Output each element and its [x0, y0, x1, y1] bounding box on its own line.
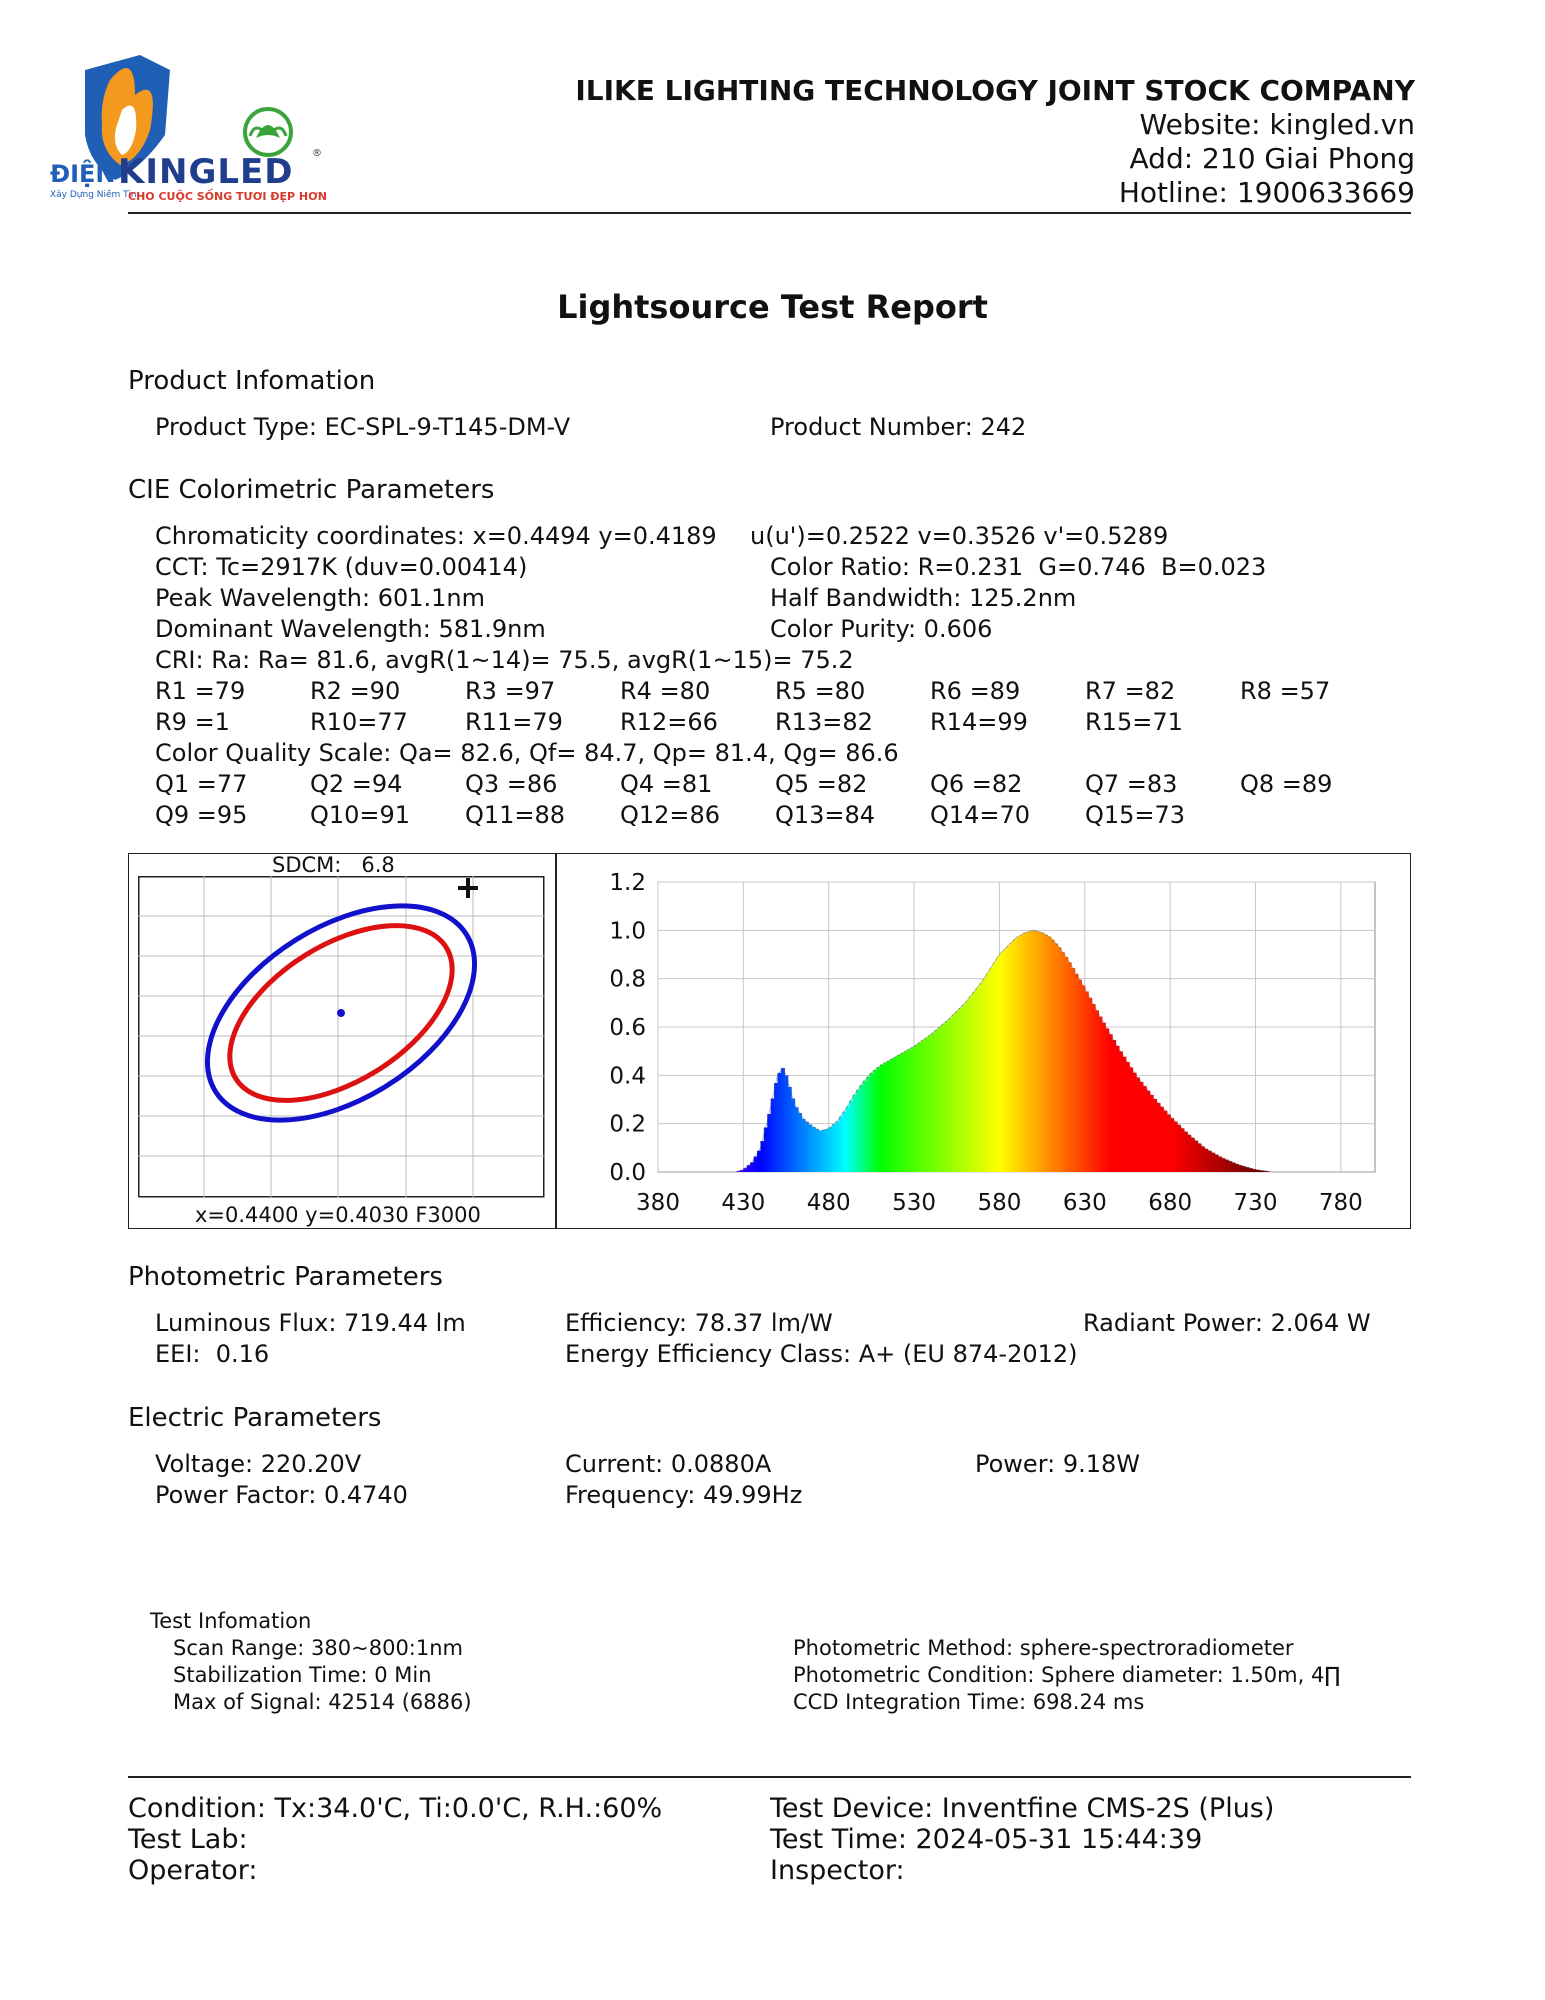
spectrum-bar	[972, 992, 976, 1172]
eei: EEI: 0.16	[155, 1340, 270, 1368]
ccd-integration-time: CCD Integration Time: 698.24 ms	[793, 1690, 1145, 1714]
q-value: Q13=84	[775, 801, 876, 829]
spectrum-bar	[866, 1077, 870, 1172]
spectrum-bar	[805, 1122, 809, 1172]
q-value: Q9 =95	[155, 801, 248, 829]
spectrum-bar	[976, 988, 980, 1172]
spectrum-bar	[938, 1027, 942, 1172]
footer-rule	[128, 1776, 1411, 1778]
spectrum-bar	[812, 1127, 816, 1172]
spectrum-bar	[1088, 998, 1092, 1172]
spectrum-bar	[1102, 1023, 1106, 1172]
spectrum-bar	[897, 1055, 901, 1172]
condition: Condition: Tx:34.0'C, Ti:0.0'C, R.H.:60%	[128, 1793, 663, 1824]
spectrum-bar	[1119, 1051, 1123, 1172]
spectrum-bar	[798, 1113, 802, 1172]
spectrum-bar	[1098, 1017, 1102, 1172]
spectrum-bar	[856, 1090, 860, 1172]
spectrum-bar	[1044, 935, 1048, 1172]
cie-chromaticity: Chromaticity coordinates: x=0.4494 y=0.4189	[155, 522, 717, 550]
r-value: R15=71	[1085, 708, 1183, 736]
x-tick-label: 380	[636, 1190, 680, 1216]
q-value: Q6 =82	[930, 770, 1023, 798]
test-device: Test Device: Inventfine CMS-2S (Plus)	[770, 1793, 1275, 1824]
luminous-flux: Luminous Flux: 719.44 lm	[155, 1309, 466, 1337]
spectrum-bar	[1075, 974, 1079, 1172]
spectrum-bar	[887, 1061, 891, 1172]
r-value: R14=99	[930, 708, 1028, 736]
spectrum-bar	[1139, 1082, 1143, 1172]
spectrum-bar	[941, 1024, 945, 1172]
cie-uv: u(u')=0.2522 v=0.3526 v'=0.5289	[750, 522, 1169, 550]
efficiency: Efficiency: 78.37 lm/W	[565, 1309, 833, 1337]
spectrum-bar	[917, 1043, 921, 1172]
spectrum-bar	[1013, 939, 1017, 1172]
spectrum-bar	[1194, 1141, 1198, 1172]
chart-divider	[555, 853, 557, 1229]
logo-brand-left: ĐIỆN	[50, 160, 116, 188]
spectrum-bar	[1051, 940, 1055, 1172]
spectrum-bar	[1150, 1095, 1154, 1172]
r-value: R10=77	[310, 708, 408, 736]
spectrum-bar	[986, 973, 990, 1172]
spectrum-bar	[781, 1068, 785, 1172]
spectrum-bar	[894, 1057, 898, 1172]
spectrum-bar	[911, 1047, 915, 1172]
spectrum-bar	[1040, 933, 1044, 1172]
spectrum-bar	[900, 1053, 904, 1172]
r-value: R13=82	[775, 708, 873, 736]
spectrum-bar	[1160, 1107, 1164, 1172]
spectrum-bar	[1122, 1057, 1126, 1172]
spectrum-bar	[969, 996, 973, 1172]
r-value: R2 =90	[310, 677, 401, 705]
spectrum-bar	[873, 1070, 877, 1172]
company-address: Add: 210 Giai Phong	[1129, 142, 1415, 175]
q-value: Q10=91	[310, 801, 411, 829]
spectrum-bar	[846, 1106, 850, 1172]
q-value: Q2 =94	[310, 770, 403, 798]
spectrum-bar	[1133, 1073, 1137, 1172]
spectrum-bar	[1191, 1138, 1195, 1172]
spectrum-bar	[764, 1128, 768, 1172]
y-tick-label: 0.6	[609, 1015, 646, 1041]
sdcm-ellipse-plot	[138, 876, 545, 1198]
power: Power: 9.18W	[975, 1450, 1141, 1478]
spectrum-bar	[757, 1151, 761, 1172]
spectrum-bar	[842, 1112, 846, 1172]
spectrum-chart	[590, 862, 1400, 1222]
spectrum-bar	[825, 1129, 829, 1172]
logo-brand-main: KINGLED	[118, 152, 294, 192]
cie-heading: CIE Colorimetric Parameters	[128, 475, 495, 505]
spectrum-bar	[1170, 1118, 1174, 1172]
product-number: Product Number: 242	[770, 413, 1027, 441]
photometric-heading: Photometric Parameters	[128, 1262, 443, 1292]
y-tick-label: 0.0	[609, 1160, 646, 1186]
spectrum-bar	[1020, 935, 1024, 1172]
current: Current: 0.0880A	[565, 1450, 772, 1478]
spectrum-bar	[931, 1033, 935, 1172]
electric-heading: Electric Parameters	[128, 1403, 382, 1433]
cie-cqs: Color Quality Scale: Qa= 82.6, Qf= 84.7, Qp= 81.4, Qg= 86.6	[155, 739, 899, 767]
spectrum-bar	[1221, 1158, 1225, 1172]
max-signal: Max of Signal: 42514 (6886)	[173, 1690, 472, 1714]
spectrum-bar	[979, 983, 983, 1172]
y-tick-label: 1.0	[609, 918, 646, 945]
q-value: Q14=70	[930, 801, 1031, 829]
spectrum-bar	[839, 1116, 843, 1172]
r-value: R8 =57	[1240, 677, 1331, 705]
test-lab: Test Lab:	[128, 1824, 248, 1855]
spectrum-bar	[1218, 1157, 1222, 1172]
spectrum-bar	[955, 1011, 959, 1172]
spectrum-bar	[1081, 985, 1085, 1172]
spectrum-bar	[1187, 1135, 1191, 1172]
spectrum-bar	[914, 1045, 918, 1172]
company-logo	[40, 40, 340, 210]
y-tick-label: 0.4	[609, 1063, 646, 1090]
spectrum-bar	[1126, 1062, 1130, 1172]
r-value: R11=79	[465, 708, 563, 736]
spectrum-bar	[982, 978, 986, 1172]
spectrum-bar	[1017, 937, 1021, 1172]
q-value: Q8 =89	[1240, 770, 1333, 798]
spectrum-bar	[1105, 1028, 1109, 1172]
spectrum-bar	[935, 1030, 939, 1172]
r-value: R12=66	[620, 708, 718, 736]
spectrum-bar	[1201, 1146, 1205, 1172]
spectrum-bar	[1054, 943, 1058, 1172]
cie-cct: CCT: Tc=2917K (duv=0.00414)	[155, 553, 528, 581]
spectrum-bar	[1136, 1078, 1140, 1172]
spectrum-bar	[1023, 933, 1027, 1172]
logo-tagline-right: CHO CUỘC SỐNG TƯƠI ĐẸP HƠN	[128, 190, 327, 203]
x-tick-label: 680	[1148, 1190, 1193, 1216]
spectrum-bar	[999, 953, 1003, 1172]
scan-range: Scan Range: 380~800:1nm	[173, 1636, 464, 1660]
spectrum-bar	[774, 1083, 778, 1172]
spectrum-bar	[1238, 1165, 1242, 1172]
voltage: Voltage: 220.20V	[155, 1450, 362, 1478]
spectrum-bar	[1215, 1155, 1219, 1172]
sdcm-center-point	[337, 1009, 345, 1017]
cie-color-ratio: Color Ratio: R=0.231 G=0.746 B=0.023	[770, 553, 1267, 581]
spectrum-bar	[1177, 1125, 1181, 1172]
q-value: Q15=73	[1085, 801, 1186, 829]
q-value: Q11=88	[465, 801, 566, 829]
spectrum-bar	[1057, 947, 1061, 1172]
inspector: Inspector:	[770, 1855, 905, 1886]
r-value: R1 =79	[155, 677, 246, 705]
spectrum-bar	[795, 1107, 799, 1172]
r-value: R7 =82	[1085, 677, 1176, 705]
spectrum-bar	[928, 1035, 932, 1172]
cie-dominant: Dominant Wavelength: 581.9nm	[155, 615, 546, 643]
header-rule	[128, 212, 1411, 214]
spectrum-bar	[836, 1121, 840, 1172]
spectrum-bar	[1003, 949, 1007, 1172]
cie-purity: Color Purity: 0.606	[770, 615, 993, 643]
spectrum-bar	[832, 1124, 836, 1172]
spectrum-bar	[989, 968, 993, 1172]
spectrum-bar	[1143, 1086, 1147, 1172]
company-website: Website: kingled.vn	[1139, 108, 1415, 141]
spectrum-bar	[1184, 1132, 1188, 1172]
r-value: R5 =80	[775, 677, 866, 705]
spectrum-bar	[778, 1073, 782, 1172]
spectrum-bar	[1061, 952, 1065, 1172]
spectrum-bar	[1235, 1164, 1239, 1172]
spectrum-bar	[962, 1005, 966, 1172]
spectrum-bar	[890, 1059, 894, 1172]
q-value: Q4 =81	[620, 770, 713, 798]
spectrum-bar	[1037, 932, 1041, 1172]
r-value: R3 =97	[465, 677, 556, 705]
spectrum-bar	[904, 1051, 908, 1172]
company-name: ILIKE LIGHTING TECHNOLOGY JOINT STOCK COMPANY	[575, 74, 1415, 107]
spectrum-bar	[818, 1131, 822, 1172]
y-tick-label: 0.8	[609, 966, 646, 993]
spectrum-bar	[1047, 937, 1051, 1172]
q-value: Q1 =77	[155, 770, 248, 798]
spectrum-bar	[958, 1008, 962, 1172]
sdcm-footer: x=0.4400 y=0.4030 F3000	[195, 1203, 481, 1227]
x-tick-label: 630	[1062, 1190, 1107, 1216]
logo-tagline-left: Xây Dựng Niềm Tin	[50, 190, 137, 200]
spectrum-bar	[1116, 1046, 1120, 1172]
spectrum-bar	[1034, 931, 1038, 1172]
product-heading: Product Infomation	[128, 366, 376, 396]
x-tick-label: 530	[892, 1190, 937, 1216]
spectrum-bar	[791, 1099, 795, 1172]
spectrum-bar	[853, 1095, 857, 1172]
spectrum-bar	[945, 1021, 949, 1172]
spectrum-bar	[1006, 946, 1010, 1172]
spectrum-bar	[801, 1119, 805, 1172]
spectrum-bar	[1095, 1010, 1099, 1172]
spectrum-bar	[771, 1099, 775, 1172]
x-tick-label: 780	[1318, 1190, 1363, 1216]
spectrum-bar	[924, 1038, 928, 1172]
spectrum-bar	[767, 1114, 771, 1172]
spectrum-bar	[1030, 931, 1034, 1172]
operator: Operator:	[128, 1855, 258, 1886]
spectrum-bar	[1146, 1091, 1150, 1172]
spectrum-bar	[1092, 1004, 1096, 1172]
spectrum-bar	[948, 1018, 952, 1172]
company-hotline: Hotline: 1900633669	[1118, 176, 1415, 209]
radiant-power: Radiant Power: 2.064 W	[1083, 1309, 1371, 1337]
q-value: Q3 =86	[465, 770, 558, 798]
spectrum-bar	[1129, 1067, 1133, 1172]
sdcm-label: SDCM: 6.8	[272, 853, 395, 877]
spectrum-bar	[1232, 1163, 1236, 1172]
photometric-method: Photometric Method: sphere-spectroradiometer	[793, 1636, 1294, 1660]
spectrum-bar	[859, 1085, 863, 1172]
spectrum-bar	[1085, 991, 1089, 1172]
x-tick-label: 580	[977, 1190, 1022, 1216]
stabilization-time: Stabilization Time: 0 Min	[173, 1663, 432, 1687]
spectrum-bar	[1027, 932, 1031, 1172]
spectrum-bar	[907, 1049, 911, 1172]
spectrum-bar	[883, 1063, 887, 1172]
spectrum-bar	[870, 1073, 874, 1172]
spectrum-bar	[1156, 1103, 1160, 1172]
q-value: Q5 =82	[775, 770, 868, 798]
frequency: Frequency: 49.99Hz	[565, 1481, 803, 1509]
r-value: R6 =89	[930, 677, 1021, 705]
company-header	[465, 74, 1415, 210]
report-title: Lightsource Test Report	[557, 288, 988, 326]
spectrum-bar	[1109, 1034, 1113, 1172]
x-tick-label: 480	[806, 1190, 851, 1216]
photometric-condition: Photometric Condition: Sphere diameter: 1.50m, 4∏	[793, 1663, 1341, 1687]
spectrum-bar	[1228, 1161, 1232, 1172]
y-tick-label: 0.2	[609, 1111, 646, 1138]
q-value: Q7 =83	[1085, 770, 1178, 798]
cie-peak: Peak Wavelength: 601.1nm	[155, 584, 485, 612]
spectrum-bar	[1174, 1121, 1178, 1172]
product-type: Product Type: EC-SPL-9-T145-DM-V	[155, 413, 571, 441]
spectrum-bar	[921, 1040, 925, 1172]
spectrum-bar	[1010, 943, 1014, 1172]
spectrum-bar	[996, 957, 1000, 1172]
spectrum-bar	[808, 1125, 812, 1172]
power-factor: Power Factor: 0.4740	[155, 1481, 408, 1509]
spectrum-bar	[784, 1075, 788, 1172]
spectrum-bar	[965, 1001, 969, 1172]
spectrum-bar	[1180, 1128, 1184, 1172]
spectrum-bar	[1163, 1111, 1167, 1172]
r-value: R9 =1	[155, 708, 230, 736]
logo-registered: ®	[312, 148, 322, 159]
spectrum-bar	[1211, 1153, 1215, 1172]
spectrum-bar	[822, 1130, 826, 1172]
spectrum-bar	[1078, 980, 1082, 1172]
energy-class: Energy Efficiency Class: A+ (EU 874-2012)	[565, 1340, 1078, 1368]
x-tick-label: 430	[721, 1190, 766, 1216]
spectrum-bar	[815, 1129, 819, 1172]
spectrum-bar	[880, 1065, 884, 1172]
spectrum-bar	[993, 962, 997, 1172]
cie-half-bandwidth: Half Bandwidth: 125.2nm	[770, 584, 1077, 612]
cie-cri: CRI: Ra: Ra= 81.6, avgR(1~14)= 75.5, avgR(1~15)= 75.2	[155, 646, 854, 674]
q-value: Q12=86	[620, 801, 721, 829]
spectrum-bar	[877, 1067, 881, 1172]
r-value: R4 =80	[620, 677, 711, 705]
spectrum-bar	[1208, 1151, 1212, 1172]
spectrum-bar	[1204, 1149, 1208, 1172]
spectrum-bar	[1064, 957, 1068, 1172]
spectrum-bar	[1225, 1160, 1229, 1172]
spectrum-bar	[788, 1087, 792, 1172]
spectrum-bar	[1071, 968, 1075, 1172]
spectrum-bar	[1068, 962, 1072, 1172]
spectrum-bar	[1197, 1143, 1201, 1172]
spectrum-bar	[1112, 1040, 1116, 1172]
spectrum-bar	[1167, 1114, 1171, 1172]
test-time: Test Time: 2024-05-31 15:44:39	[770, 1824, 1203, 1855]
test-info-heading: Test Infomation	[150, 1609, 312, 1633]
spectrum-bar	[952, 1015, 956, 1172]
y-tick-label: 1.2	[609, 870, 646, 896]
x-tick-label: 730	[1233, 1190, 1278, 1216]
spectrum-bar	[863, 1081, 867, 1172]
spectrum-bar	[829, 1127, 833, 1172]
spectrum-bar	[1153, 1099, 1157, 1172]
spectrum-bar	[849, 1100, 853, 1172]
